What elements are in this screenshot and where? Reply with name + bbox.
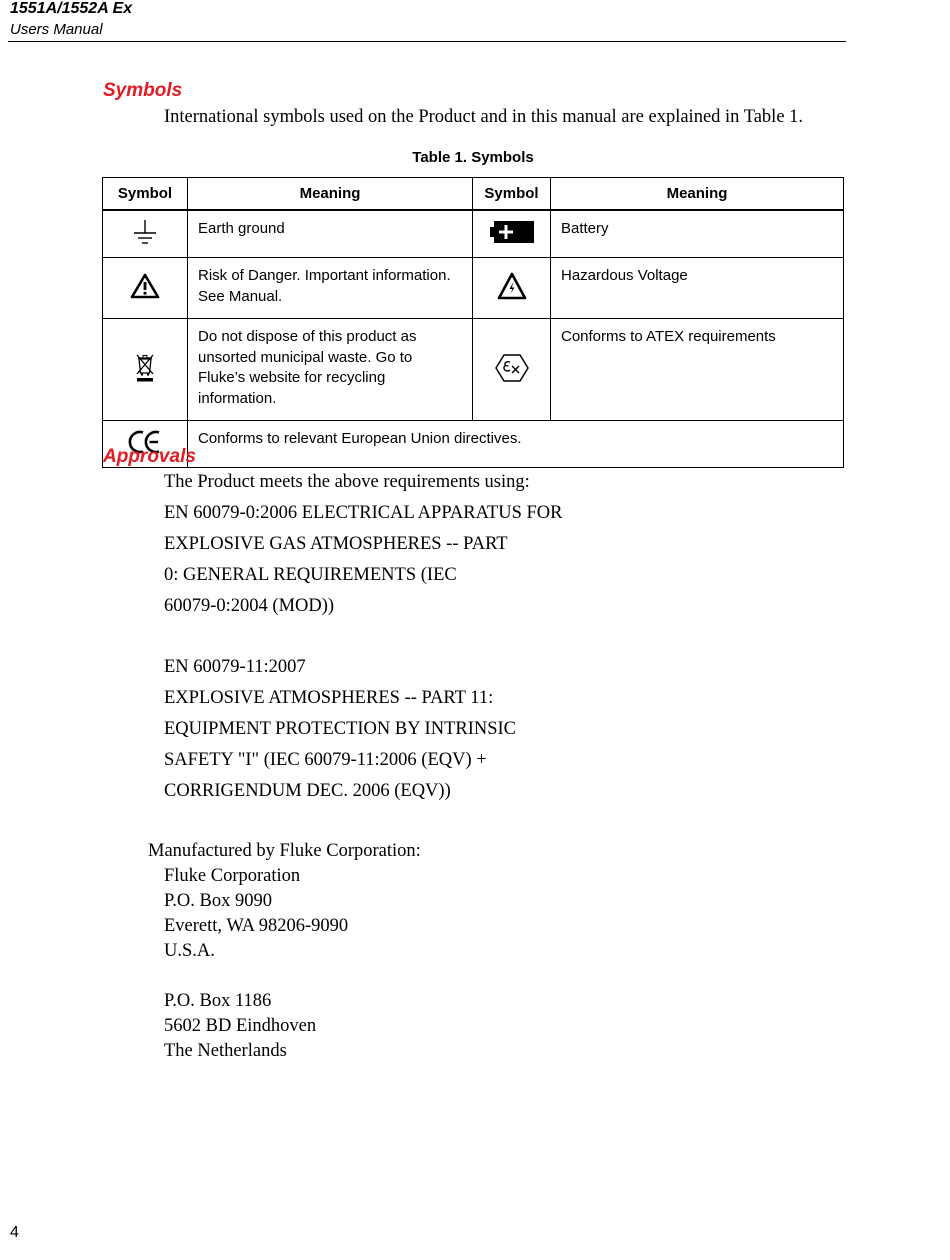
atex-ex-icon (495, 353, 529, 383)
weee-crossed-bin-icon (134, 353, 156, 383)
standard-line: EXPLOSIVE GAS ATMOSPHERES -- PART (164, 534, 508, 554)
symbol-cell (473, 319, 551, 421)
meaning-cell: Conforms to relevant European Union directives. (188, 421, 844, 468)
symbols-heading: Symbols (103, 80, 183, 101)
symbol-cell (473, 258, 551, 319)
meaning-cell: Earth ground (188, 210, 473, 258)
table-row (103, 258, 844, 319)
page-number: 4 (10, 1224, 19, 1241)
address-line: The Netherlands (164, 1041, 287, 1061)
symbol-cell (103, 210, 188, 258)
address-line: P.O. Box 1186 (164, 991, 272, 1011)
address-line: P.O. Box 9090 (164, 891, 272, 911)
standard-line: SAFETY "I" (IEC 60079-11:2006 (EQV) + (164, 750, 487, 770)
manual-subtitle: Users Manual (10, 21, 103, 38)
battery-icon (490, 220, 534, 244)
table-row (103, 210, 844, 258)
address-line: U.S.A. (164, 941, 215, 961)
table-row (103, 421, 844, 468)
table-caption: Table 1. Symbols (412, 149, 534, 166)
col-header-meaning: Meaning (188, 178, 473, 211)
symbol-cell (103, 319, 188, 421)
meaning-cell: Conforms to ATEX requirements (551, 319, 844, 421)
col-header-meaning-2: Meaning (551, 178, 844, 211)
col-header-symbol: Symbol (103, 178, 188, 211)
symbol-cell (473, 210, 551, 258)
symbols-intro: International symbols used on the Product and in this manual are explained in Table 1. (164, 107, 804, 127)
standard-line: EN 60079-0:2006 ELECTRICAL APPARATUS FOR (164, 503, 563, 523)
approvals-heading: Approvals (103, 446, 196, 467)
standard-line: 0: GENERAL REQUIREMENTS (IEC (164, 565, 457, 585)
manufacturer-label: Manufactured by Fluke Corporation: (148, 841, 421, 861)
table-row (103, 319, 844, 421)
warning-triangle-icon (130, 273, 160, 299)
symbol-cell (103, 258, 188, 319)
earth-ground-icon (133, 219, 157, 245)
meaning-cell: Battery (551, 210, 844, 258)
standard-line: EN 60079-11:2007 (164, 657, 306, 677)
header-divider (8, 41, 846, 42)
standard-line: 60079-0:2004 (MOD)) (164, 596, 335, 616)
standard-line: CORRIGENDUM DEC. 2006 (EQV)) (164, 781, 451, 801)
meaning-cell: Hazardous Voltage (551, 258, 844, 319)
manual-model-title: 1551A/1552A Ex (10, 0, 133, 17)
address-line: 5602 BD Eindhoven (164, 1016, 317, 1036)
standard-line: EXPLOSIVE ATMOSPHERES -- PART 11: (164, 688, 494, 708)
table-header-row (103, 178, 844, 211)
approvals-intro: The Product meets the above requirements using: (164, 472, 530, 492)
meaning-cell: Risk of Danger. Important information. See Manual. (188, 258, 473, 319)
hazardous-voltage-icon (497, 272, 527, 300)
symbols-table (102, 177, 844, 468)
col-header-symbol-2: Symbol (473, 178, 551, 211)
standard-line: EQUIPMENT PROTECTION BY INTRINSIC (164, 719, 517, 739)
address-line: Everett, WA 98206-9090 (164, 916, 349, 936)
meaning-cell: Do not dispose of this product as unsorted municipal waste. Go to Fluke’s website for recycling information. (188, 319, 473, 421)
address-line: Fluke Corporation (164, 866, 301, 886)
